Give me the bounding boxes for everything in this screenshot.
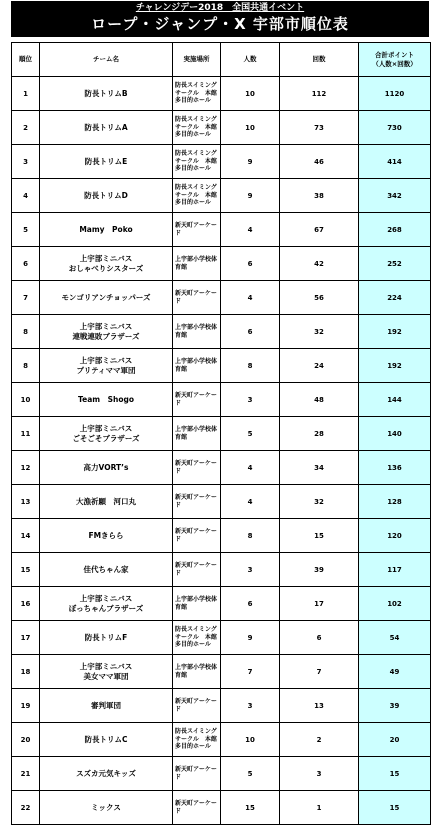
people-cell: 9: [221, 621, 280, 655]
rank-cell: 8: [12, 349, 40, 383]
table-row: [12, 451, 431, 485]
place-cell: 防長スイミング サークル 本館 多目的ホール: [173, 179, 221, 213]
points-cell: 140: [359, 417, 431, 451]
table-row: [12, 281, 431, 315]
place-cell: 新天町アーケー ド: [173, 791, 221, 825]
place-cell: 上宇部小学校体 育館: [173, 315, 221, 349]
people-cell: 8: [221, 519, 280, 553]
team-cell: 防長トリムB: [40, 77, 173, 111]
count-cell: 56: [280, 281, 359, 315]
count-cell: 73: [280, 111, 359, 145]
people-cell: 15: [221, 791, 280, 825]
points-cell: 192: [359, 315, 431, 349]
count-cell: 24: [280, 349, 359, 383]
table-row: [12, 213, 431, 247]
count-cell: 34: [280, 451, 359, 485]
table-row: [12, 519, 431, 553]
people-cell: 5: [221, 417, 280, 451]
rank-cell: 2: [12, 111, 40, 145]
count-header: 回数: [280, 43, 359, 77]
rank-cell: 5: [12, 213, 40, 247]
count-cell: 2: [280, 723, 359, 757]
rank-cell: 20: [12, 723, 40, 757]
table-row: [12, 621, 431, 655]
place-cell: 上宇部小学校体 育館: [173, 247, 221, 281]
rank-cell: 13: [12, 485, 40, 519]
people-header: 人数: [221, 43, 280, 77]
count-cell: 67: [280, 213, 359, 247]
count-cell: 38: [280, 179, 359, 213]
team-cell: 上宇部ミニバス おしゃべりシスターズ: [40, 247, 173, 281]
points-cell: 192: [359, 349, 431, 383]
table-row: [12, 349, 431, 383]
people-cell: 6: [221, 247, 280, 281]
place-cell: 新天町アーケー ド: [173, 757, 221, 791]
event-subtitle: チャレンジデー2018 全国共通イベント: [135, 3, 305, 13]
place-cell: 新天町アーケー ド: [173, 213, 221, 247]
points-header: 合計ポイント （人数×回数）: [359, 43, 431, 77]
table-row: [12, 179, 431, 213]
rank-cell: 4: [12, 179, 40, 213]
place-cell: 上宇部小学校体 育館: [173, 655, 221, 689]
people-cell: 5: [221, 757, 280, 791]
people-cell: 9: [221, 179, 280, 213]
table-row: [12, 587, 431, 621]
team-cell: 防長トリムC: [40, 723, 173, 757]
count-cell: 1: [280, 791, 359, 825]
people-cell: 3: [221, 689, 280, 723]
place-cell: 新天町アーケー ド: [173, 689, 221, 723]
team-cell: 防長トリムA: [40, 111, 173, 145]
points-cell: 252: [359, 247, 431, 281]
table-row: [12, 315, 431, 349]
table-row: [12, 553, 431, 587]
rank-cell: 3: [12, 145, 40, 179]
table-row: [12, 757, 431, 791]
points-cell: 120: [359, 519, 431, 553]
people-cell: 8: [221, 349, 280, 383]
rank-cell: 22: [12, 791, 40, 825]
team-cell: Mamy Poko: [40, 213, 173, 247]
table-row: [12, 791, 431, 825]
rank-cell: 16: [12, 587, 40, 621]
points-cell: 39: [359, 689, 431, 723]
rank-cell: 6: [12, 247, 40, 281]
place-cell: 新天町アーケー ド: [173, 451, 221, 485]
table-row: [12, 383, 431, 417]
rank-cell: 10: [12, 383, 40, 417]
points-cell: 49: [359, 655, 431, 689]
points-cell: 15: [359, 757, 431, 791]
rank-cell: 19: [12, 689, 40, 723]
rank-cell: 14: [12, 519, 40, 553]
place-header: 実施場所: [173, 43, 221, 77]
team-header: チーム名: [40, 43, 173, 77]
points-cell: 128: [359, 485, 431, 519]
team-cell: 上宇部ミニバス ごそごそブラザーズ: [40, 417, 173, 451]
count-cell: 6: [280, 621, 359, 655]
count-cell: 42: [280, 247, 359, 281]
points-cell: 15: [359, 791, 431, 825]
place-cell: 防長スイミング サークル 本館 多目的ホール: [173, 111, 221, 145]
rank-cell: 7: [12, 281, 40, 315]
team-cell: FMきらら: [40, 519, 173, 553]
team-cell: ミックス: [40, 791, 173, 825]
place-cell: 防長スイミング サークル 本館 多目的ホール: [173, 621, 221, 655]
points-cell: 102: [359, 587, 431, 621]
people-cell: 4: [221, 485, 280, 519]
place-cell: 新天町アーケー ド: [173, 485, 221, 519]
team-cell: 上宇部ミニバス 美女ママ軍団: [40, 655, 173, 689]
points-cell: 730: [359, 111, 431, 145]
table-body: [12, 77, 431, 825]
count-cell: 15: [280, 519, 359, 553]
people-cell: 4: [221, 281, 280, 315]
header-row: [12, 43, 431, 77]
team-cell: 防長トリムF: [40, 621, 173, 655]
place-cell: 新天町アーケー ド: [173, 383, 221, 417]
table-row: [12, 111, 431, 145]
team-cell: スズカ元気キッズ: [40, 757, 173, 791]
table-row: [12, 485, 431, 519]
people-cell: 7: [221, 655, 280, 689]
page-title: ロープ・ジャンプ・X 宇部市順位表: [91, 15, 349, 33]
count-cell: 32: [280, 315, 359, 349]
points-cell: 342: [359, 179, 431, 213]
place-cell: 防長スイミング サークル 本館 多目的ホール: [173, 723, 221, 757]
table-row: [12, 655, 431, 689]
table-row: [12, 723, 431, 757]
team-cell: 防長トリムD: [40, 179, 173, 213]
points-cell: 117: [359, 553, 431, 587]
points-cell: 268: [359, 213, 431, 247]
team-cell: 審判軍団: [40, 689, 173, 723]
team-cell: モンゴリアンチョッパーズ: [40, 281, 173, 315]
ranking-table: [11, 42, 431, 825]
place-cell: 上宇部小学校体 育館: [173, 587, 221, 621]
people-cell: 10: [221, 723, 280, 757]
people-cell: 10: [221, 77, 280, 111]
table-row: [12, 417, 431, 451]
points-cell: 136: [359, 451, 431, 485]
rank-cell: 1: [12, 77, 40, 111]
place-cell: 防長スイミング サークル 本館 多目的ホール: [173, 145, 221, 179]
count-cell: 48: [280, 383, 359, 417]
people-cell: 6: [221, 315, 280, 349]
team-cell: 防長トリムE: [40, 145, 173, 179]
rank-cell: 18: [12, 655, 40, 689]
people-cell: 3: [221, 553, 280, 587]
count-cell: 28: [280, 417, 359, 451]
title-banner: [11, 1, 429, 37]
place-cell: 上宇部小学校体 育館: [173, 349, 221, 383]
points-cell: 54: [359, 621, 431, 655]
team-cell: 上宇部ミニバス 連戦連敗ブラザーズ: [40, 315, 173, 349]
rank-cell: 11: [12, 417, 40, 451]
team-cell: 上宇部ミニバス ぼっちゃんブラザーズ: [40, 587, 173, 621]
table-row: [12, 145, 431, 179]
count-cell: 13: [280, 689, 359, 723]
rank-cell: 8: [12, 315, 40, 349]
points-cell: 224: [359, 281, 431, 315]
team-cell: Team Shogo: [40, 383, 173, 417]
place-cell: 新天町アーケー ド: [173, 519, 221, 553]
table-row: [12, 689, 431, 723]
rank-cell: 12: [12, 451, 40, 485]
count-cell: 46: [280, 145, 359, 179]
place-cell: 新天町アーケー ド: [173, 553, 221, 587]
team-cell: 佳代ちゃん家: [40, 553, 173, 587]
rank-header: 順位: [12, 43, 40, 77]
team-cell: 大漁祈願 河口丸: [40, 485, 173, 519]
points-cell: 144: [359, 383, 431, 417]
count-cell: 39: [280, 553, 359, 587]
count-cell: 7: [280, 655, 359, 689]
count-cell: 112: [280, 77, 359, 111]
points-cell: 414: [359, 145, 431, 179]
people-cell: 3: [221, 383, 280, 417]
rank-cell: 15: [12, 553, 40, 587]
count-cell: 32: [280, 485, 359, 519]
place-cell: 新天町アーケー ド: [173, 281, 221, 315]
place-cell: 防長スイミング サークル 本館 多目的ホール: [173, 77, 221, 111]
people-cell: 4: [221, 213, 280, 247]
table-row: [12, 247, 431, 281]
points-cell: 1120: [359, 77, 431, 111]
rank-cell: 17: [12, 621, 40, 655]
team-cell: 高力VORT’s: [40, 451, 173, 485]
team-cell: 上宇部ミニバス プリティママ軍団: [40, 349, 173, 383]
people-cell: 10: [221, 111, 280, 145]
points-cell: 20: [359, 723, 431, 757]
people-cell: 6: [221, 587, 280, 621]
count-cell: 3: [280, 757, 359, 791]
place-cell: 上宇部小学校体 育館: [173, 417, 221, 451]
count-cell: 17: [280, 587, 359, 621]
people-cell: 9: [221, 145, 280, 179]
rank-cell: 21: [12, 757, 40, 791]
table-row: [12, 77, 431, 111]
people-cell: 4: [221, 451, 280, 485]
